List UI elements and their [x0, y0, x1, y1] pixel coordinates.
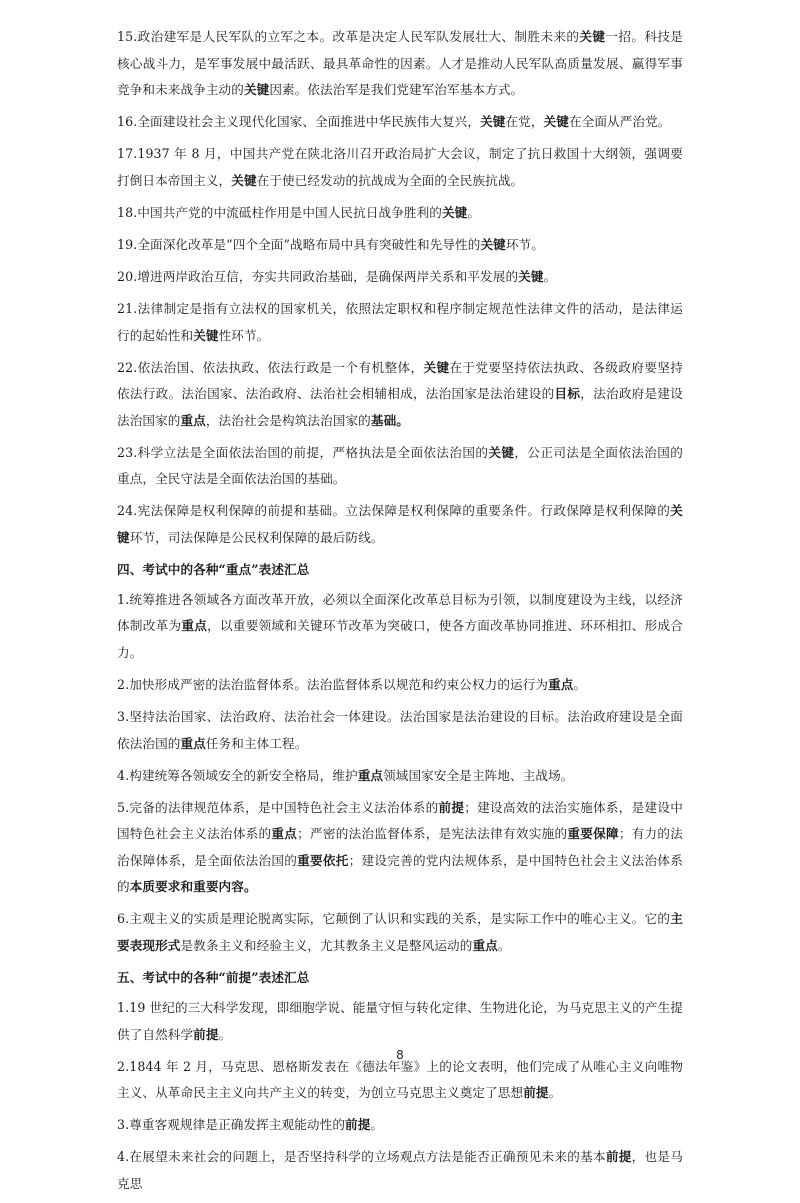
bold-keyword: 重点 — [180, 412, 206, 428]
paragraph — [117, 141, 683, 194]
text-segment: 。 — [573, 677, 587, 693]
paragraph — [117, 264, 683, 291]
bold-keyword: 前提 — [523, 1085, 549, 1101]
bold-keyword: 重点 — [180, 735, 206, 751]
text-segment: 性环节。 — [218, 327, 270, 343]
bold-keyword: 重点 — [548, 677, 574, 693]
paragraph — [117, 232, 683, 259]
text-segment: 2.1844 年 2 月，马克思、恩格斯发表在《德法年鉴》上的论文表明，他们完成了从唯心主义向唯物主义、从革命民主主义向共产主义的转变，为创立马克思主义奠定了思想 — [117, 1058, 683, 1101]
text-segment: 5.完备的法律规范体系，是中国特色社会主义法治体系的 — [117, 799, 439, 815]
text-segment: 3.尊重客观规律是正确发挥主观能动性的 — [117, 1117, 346, 1133]
text-segment: 五、考试中的各种“前提”表述汇总 — [117, 970, 310, 985]
bold-keyword: 关键 — [193, 327, 219, 343]
paragraph — [117, 200, 683, 227]
bold-keyword: 重点 — [271, 826, 298, 842]
text-segment: 环节。 — [505, 236, 544, 252]
paragraph — [117, 24, 683, 104]
text-segment: ，也是马克思 — [117, 1149, 684, 1191]
text-segment: ；建设高效的法治实施体系，是建设中国特色社会主义法治体系的 — [117, 799, 683, 842]
text-segment: ，法治政府是建设法治国家的 — [117, 386, 683, 428]
text-segment: ；严密的法治监督体系，是宪法法律有效实施的 — [297, 826, 568, 842]
text-segment: 17.1937 年 8 月，中国共产党在陕北洛川召开政治局扩大会议，制定了抗日救国十大纲领，强调要打倒日本帝国主义， — [117, 146, 683, 188]
text-segment: 6.主观主义的实质是理论脱离实际，它颠倒了认识和实践的关系，是实际工作中的唯心主义。它的 — [117, 911, 671, 927]
bold-keyword: 目标 — [554, 386, 581, 402]
bold-keyword: 重点 — [181, 618, 208, 634]
paragraph — [117, 1144, 683, 1197]
text-segment: ，以重要领域和关键环节改革为突破口，使各方面改革协同推进、环环相扣、形成合力。 — [117, 618, 684, 660]
paragraph — [117, 704, 683, 757]
paragraph — [117, 587, 683, 667]
text-segment: 领域国家安全是主阵地、主战场。 — [383, 767, 574, 783]
paragraph — [117, 1112, 683, 1139]
page-number: 8 — [396, 1048, 404, 1062]
bold-keyword: 关键 — [480, 236, 506, 252]
bold-keyword: 前提 — [193, 1026, 219, 1042]
bold-keyword: 关键 — [441, 204, 468, 220]
text-segment: 一招。科技是核心战斗力，是军事发展中最活跃、最具革命性的因素。人才是推动人民军队高质量发展、赢得军事竞争和未来战争主动的 — [117, 29, 683, 97]
text-segment: 。 — [548, 1085, 562, 1101]
text-segment: 4.构建统筹各领域安全的新安全格局，维护 — [117, 767, 358, 783]
text-segment: 任务和主体工程。 — [205, 735, 308, 751]
bold-keyword: 关键 — [231, 172, 257, 188]
text-segment: ；有力的法治保障体系，是全面依法治国的 — [117, 826, 683, 868]
section-heading — [117, 557, 683, 584]
paragraph — [117, 763, 683, 790]
text-segment: 18.中国共产党的中流砥柱作用是中国人民抗日战争胜利的 — [117, 204, 442, 220]
bold-keyword: 主要表现形式 — [117, 911, 683, 953]
bold-keyword: 关键 — [423, 359, 450, 375]
bold-keyword: 重点 — [357, 767, 384, 783]
bold-keyword: 基础。 — [370, 412, 409, 428]
paragraph — [117, 795, 683, 901]
text-segment: 环节，司法保障是公民权利保障的最后防线。 — [129, 529, 384, 545]
bold-keyword: 前提 — [438, 799, 465, 815]
text-segment: 16.全面建设社会主义现代化国家、全面推进中华民族伟大复兴， — [117, 114, 481, 130]
text-segment: 22.依法治国、依法执政、依法行政是一个有机整体， — [117, 359, 424, 375]
paragraph — [117, 296, 683, 349]
text-segment: 在于使已经发动的抗战成为全面的全民族抗战。 — [256, 172, 524, 188]
paragraph — [117, 109, 683, 136]
text-segment: 4.在展望未来社会的问题上，是否坚持科学的立场观点方法是能否正确预见未来的基本 — [117, 1149, 606, 1165]
section-heading — [117, 965, 683, 992]
paragraph — [117, 995, 683, 1048]
page-content — [117, 24, 683, 1203]
text-segment: 24.宪法保障是权利保障的前提和基础。立法保障是权利保障的重要条件。行政保障是权利保障的 — [117, 503, 671, 519]
bold-keyword: 前提 — [605, 1149, 632, 1165]
text-segment: 在全面从严治党。 — [568, 114, 671, 130]
text-segment: 在党， — [505, 114, 544, 130]
bold-keyword: 关键 — [579, 29, 606, 44]
text-segment: 20.增进两岸政治互信，夯实共同政治基础，是确保两岸关系和平发展的 — [117, 268, 519, 284]
paragraph — [117, 906, 683, 959]
text-segment: 1.统筹推进各领域各方面改革开放，必须以全面深化改革总目标为引领，以制度建设为主线，以经济体制改革为 — [117, 591, 683, 634]
bold-keyword: 本质要求和重要内容。 — [129, 879, 257, 895]
text-segment: 。 — [218, 1026, 232, 1042]
text-segment: 四、考试中的各种“重点”表述汇总 — [117, 561, 310, 577]
paragraph — [117, 355, 683, 435]
text-segment: ，公正司法是全面依法治国的重点，全民守法是全面依法治国的基础。 — [117, 444, 683, 487]
text-segment: 19.全面深化改革是“四个全面”战略布局中具有突破性和先导性的 — [117, 236, 481, 252]
bold-keyword: 前提 — [345, 1117, 371, 1133]
bold-keyword: 关键 — [117, 503, 683, 545]
bold-keyword: 重要保障 — [567, 826, 619, 842]
text-segment: 23.科学立法是全面依法治国的前提，严格执法是全面依法治国的 — [117, 444, 489, 460]
paragraph — [117, 672, 683, 699]
text-segment: 。 — [467, 204, 481, 220]
bold-keyword: 关键 — [518, 268, 544, 284]
text-segment: 21.法律制定是指有立法权的国家机关，依照法定职权和程序制定规范性法律文件的活动，是法律运行的起始性和 — [117, 301, 683, 343]
text-segment: 2.加快形成严密的法治监督体系。法治监督体系以规范和约束公权力的运行为 — [117, 677, 549, 693]
bold-keyword: 关键 — [243, 82, 270, 97]
text-segment: 是教条主义和经验主义，尤其教条主义是整风运动的 — [180, 937, 473, 953]
text-segment: 。 — [370, 1117, 384, 1133]
text-segment: 1.19 世纪的三大科学发现，即细胞学说、能量守恒与转化定律、生物进化论，为马克思主义的产生提供了自然科学 — [117, 1000, 683, 1042]
paragraph — [117, 440, 683, 493]
bold-keyword: 关键 — [488, 444, 515, 460]
bold-keyword: 重要依托 — [297, 852, 349, 868]
text-segment: 在于党要坚持依法执政、各级政府要坚持依法行政。法治国家、法治政府、法治社会相辅相成，法治国家是法治建设的 — [117, 359, 683, 402]
text-segment: 。 — [497, 937, 511, 953]
bold-keyword: 关键 — [543, 114, 569, 130]
bold-keyword: 关键 — [480, 114, 506, 130]
text-segment: ；建设完善的党内法规体系，是中国特色社会主义法治体系的 — [117, 852, 683, 895]
paragraph — [117, 498, 683, 551]
text-segment: ，法治社会是构筑法治国家的 — [205, 412, 371, 428]
bold-keyword: 重点 — [472, 937, 498, 953]
text-segment: 。 — [543, 268, 557, 284]
text-segment: 因素。依法治军是我们党建军治军基本方式。 — [269, 82, 524, 97]
text-segment: 3.坚持法治国家、法治政府、法治社会一体建设。法治国家是法治建设的目标。法治政府建设是全面依法治国的 — [117, 709, 683, 751]
text-segment: 15.政治建军是人民军队的立军之本。改革是决定人民军队发展壮大、制胜未来的 — [117, 29, 580, 44]
